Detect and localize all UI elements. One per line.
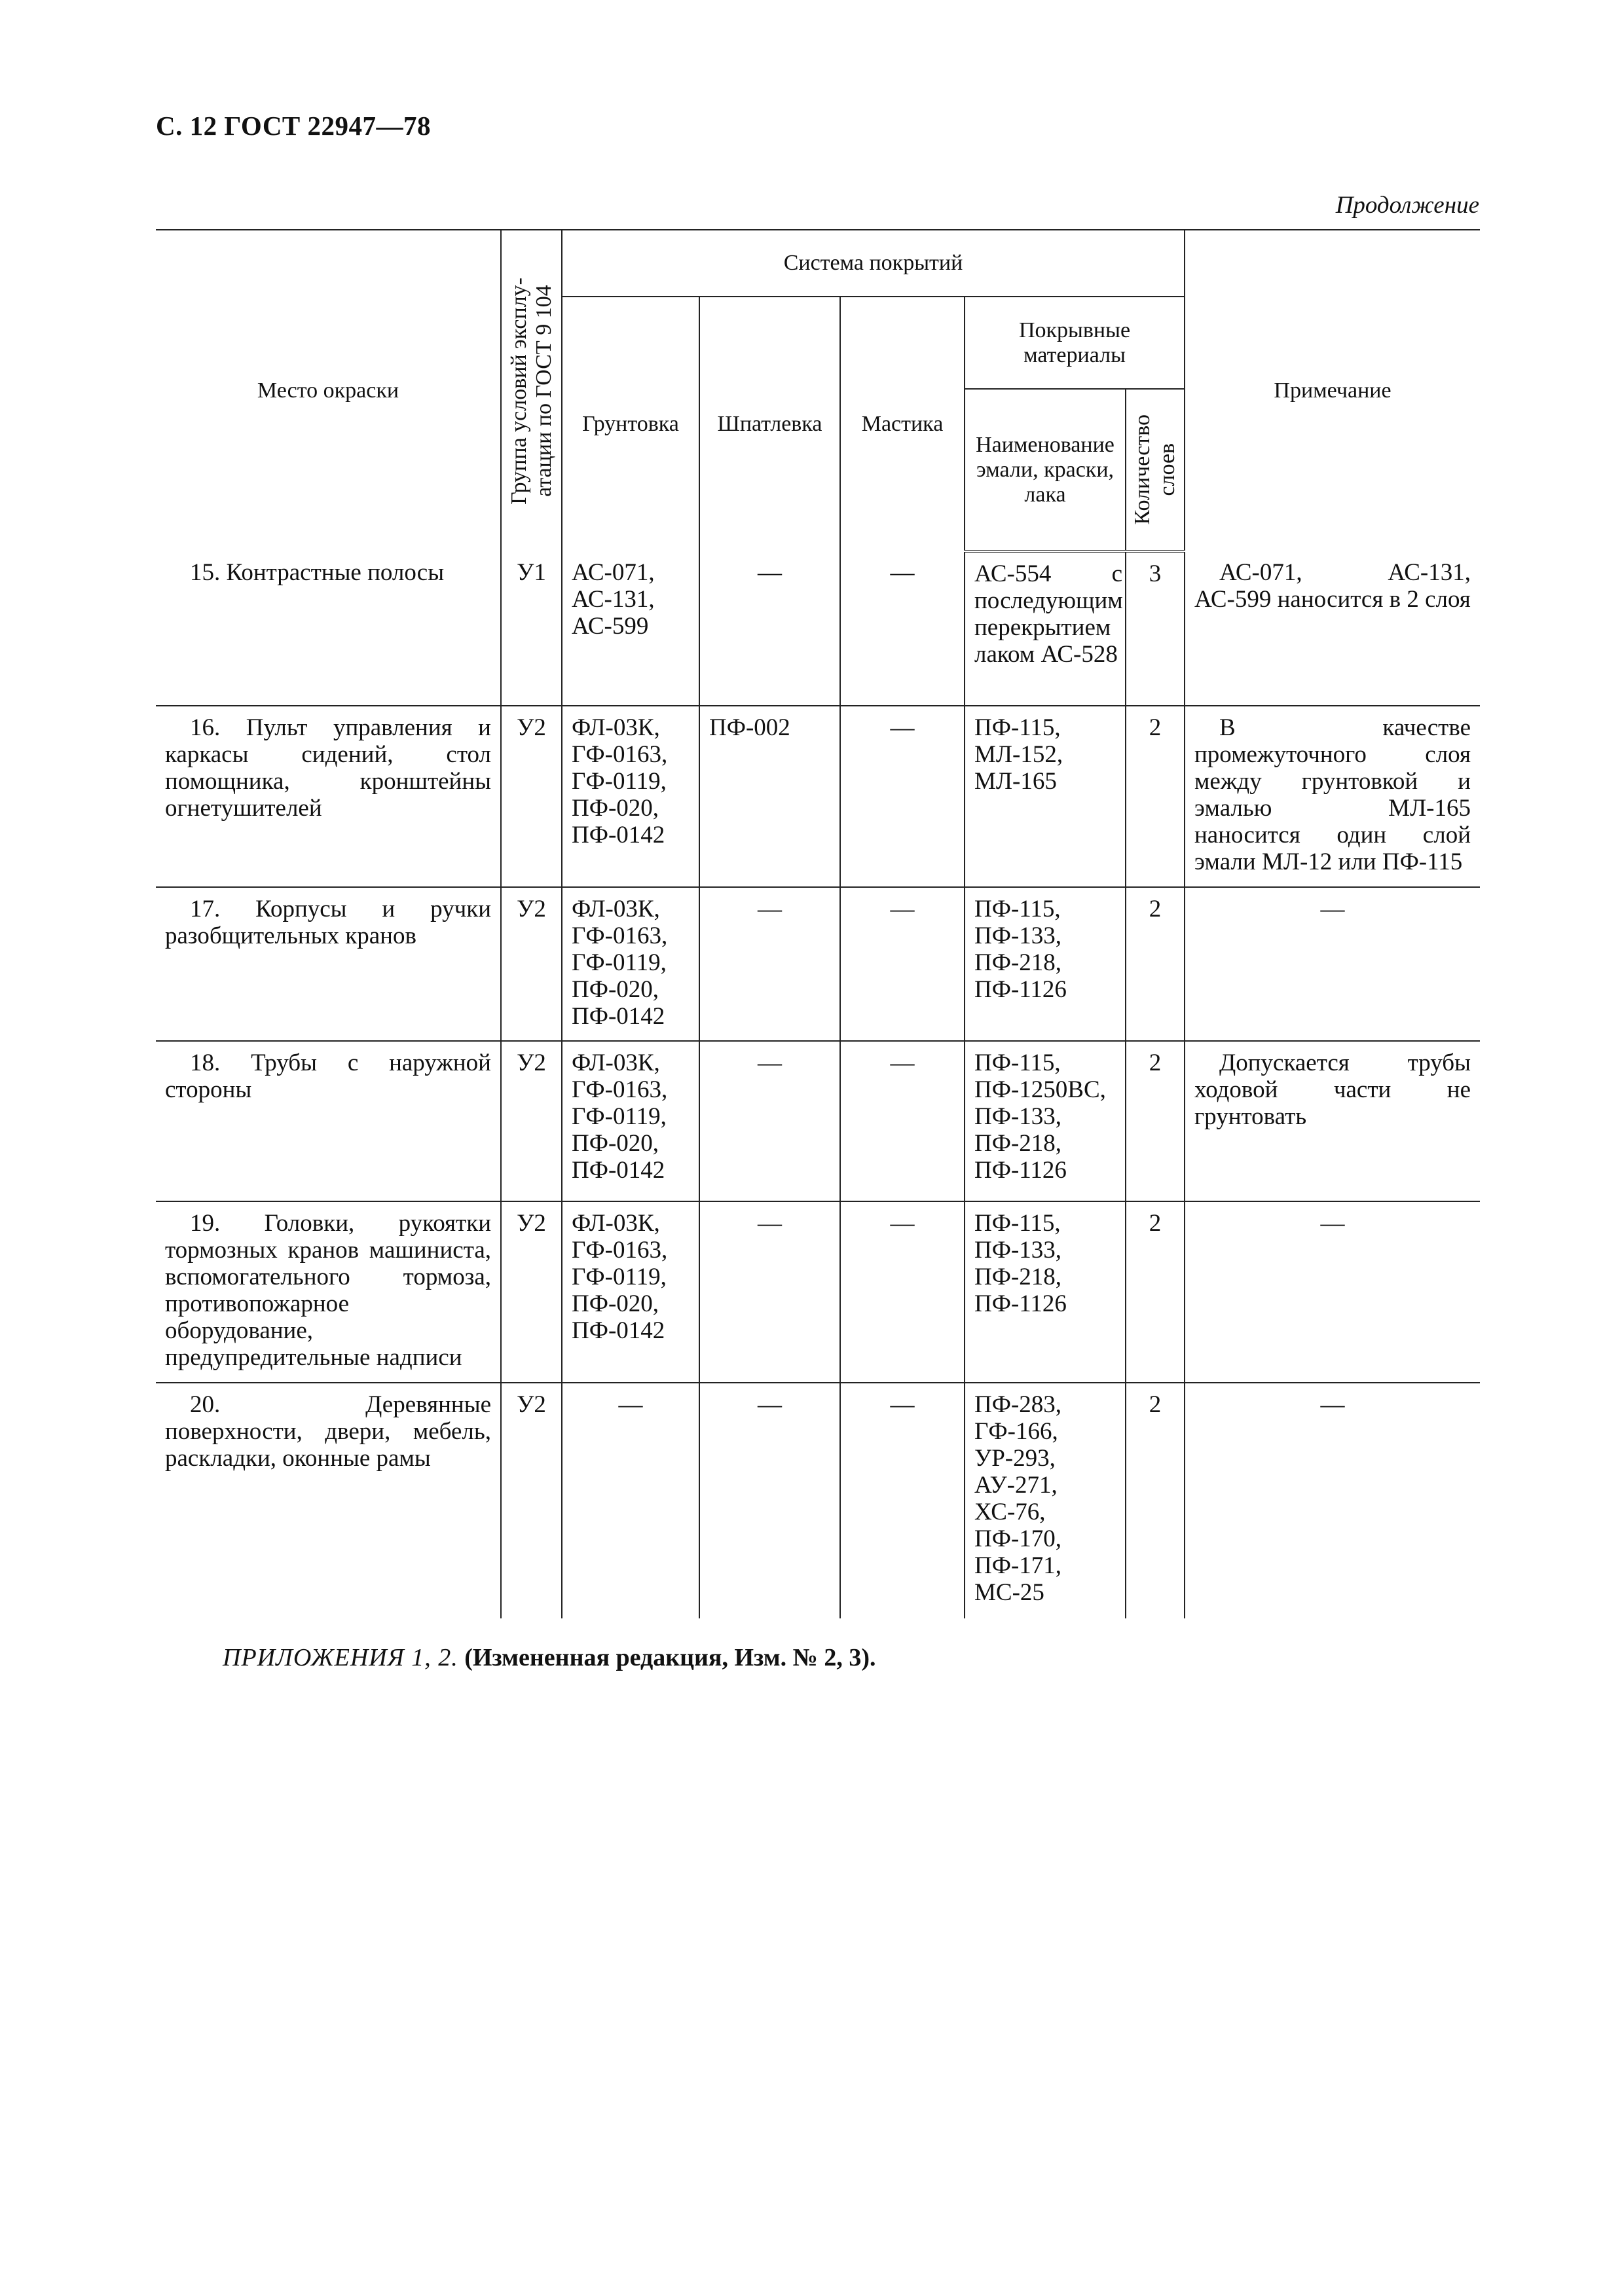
table-row bbox=[156, 706, 1480, 887]
col-header-cover-materials: Покрывные материалы bbox=[965, 297, 1185, 389]
group-cell: У2 bbox=[501, 887, 562, 1041]
mastic-cell: — bbox=[840, 887, 965, 1041]
continuation-label: Продолжение bbox=[1335, 192, 1479, 219]
col-header-coating-system: Система покрытий bbox=[562, 230, 1185, 297]
col-header-mastic: Мастика bbox=[840, 297, 965, 551]
note-cell: В качестве промежуточного слоя между грунтовкой и эмалью МЛ-165 наносится один слой эмали МЛ-12 или ПФ-115 bbox=[1185, 706, 1480, 887]
layers-cell: 2 bbox=[1126, 1201, 1185, 1383]
appendix-revision-note bbox=[223, 1643, 876, 1672]
table-row bbox=[156, 1383, 1480, 1618]
appendices-label: ПРИЛОЖЕНИЯ 1, 2. bbox=[223, 1644, 458, 1671]
note-cell: Допускается трубы ходовой части не грунтовать bbox=[1185, 1041, 1480, 1201]
table-row bbox=[156, 887, 1480, 1041]
col-header-place: Место окраски bbox=[156, 230, 501, 551]
group-cell: У1 bbox=[501, 551, 562, 706]
revision-label: (Измененная редакция, Изм. № 2, 3). bbox=[458, 1644, 876, 1671]
place-cell: 20. Деревянные поверхности, двери, мебель, раскладки, оконные рамы bbox=[165, 1391, 491, 1472]
note-cell: АС-071, АС-131, АС-599 наносится в 2 слоя bbox=[1185, 551, 1480, 706]
putty-cell: — bbox=[699, 1383, 840, 1618]
putty-cell: ПФ-002 bbox=[699, 706, 840, 887]
material-cell: ПФ-115, ПФ-133, ПФ-218, ПФ-1126 bbox=[965, 887, 1126, 1041]
mastic-cell: — bbox=[840, 706, 965, 887]
primer-cell: ФЛ-03К, ГФ-0163, ГФ-0119, ПФ-020, ПФ-0142 bbox=[562, 887, 699, 1041]
group-cell: У2 bbox=[501, 706, 562, 887]
note-cell: — bbox=[1185, 887, 1480, 1041]
putty-cell: — bbox=[699, 1041, 840, 1201]
col-header-material-name: Наименование эмали, краски, лака bbox=[965, 389, 1126, 551]
col-header-putty: Шпатлевка bbox=[699, 297, 840, 551]
mastic-cell: — bbox=[840, 1201, 965, 1383]
primer-cell: — bbox=[562, 1383, 699, 1618]
place-cell: 19. Головки, рукоятки тормозных кранов машиниста, вспомогательного тормоза, противопожарное оборудование, предупредительные надписи bbox=[156, 1201, 501, 1383]
material-cell: ПФ-115, ПФ-133, ПФ-218, ПФ-1126 bbox=[965, 1201, 1126, 1383]
place-cell: 18. Трубы с наружной стороны bbox=[156, 1041, 501, 1201]
primer-cell: ФЛ-03К, ГФ-0163, ГФ-0119, ПФ-020, ПФ-0142 bbox=[562, 706, 699, 887]
primer-cell: ФЛ-03К, ГФ-0163, ГФ-0119, ПФ-020, ПФ-0142 bbox=[562, 1041, 699, 1201]
putty-cell: — bbox=[699, 1201, 840, 1383]
group-cell: У2 bbox=[501, 1041, 562, 1201]
coating-table bbox=[156, 229, 1480, 1618]
table-row bbox=[156, 1041, 1480, 1201]
note-cell: — bbox=[1185, 1201, 1480, 1383]
material-cell: АС-554 с последующим перекрытием лаком АС-528 bbox=[965, 551, 1126, 706]
table-row bbox=[156, 551, 1480, 706]
material-cell: ПФ-115, МЛ-152, МЛ-165 bbox=[965, 706, 1126, 887]
col-header-layers: Количество слоев bbox=[1126, 389, 1185, 551]
mastic-cell: — bbox=[840, 1041, 965, 1201]
place-cell: 16. Пульт управления и каркасы сидений, стол помощника, кронштейны огнетушителей bbox=[156, 706, 501, 887]
col-header-group: Группа условий эксплу- атации по ГОСТ 9 104 bbox=[501, 230, 562, 551]
place-cell: 17. Корпусы и ручки разобщительных кранов bbox=[156, 887, 501, 1041]
table-row bbox=[156, 1201, 1480, 1383]
layers-cell: 2 bbox=[1126, 706, 1185, 887]
putty-cell: — bbox=[699, 551, 840, 706]
group-cell: У2 bbox=[501, 1383, 562, 1618]
material-cell: ПФ-283, ГФ-166, УР-293, АУ-271, ХС-76, ПФ-170, ПФ-171, МС-25 bbox=[965, 1383, 1126, 1618]
primer-cell: АС-071, АС-131, АС-599 bbox=[562, 551, 699, 706]
page-title: С. 12 ГОСТ 22947—78 bbox=[156, 111, 432, 141]
putty-cell: — bbox=[699, 887, 840, 1041]
material-cell: ПФ-115, ПФ-1250ВС, ПФ-133, ПФ-218, ПФ-1126 bbox=[965, 1041, 1126, 1201]
col-header-note: Примечание bbox=[1185, 230, 1480, 551]
note-cell: — bbox=[1185, 1383, 1480, 1618]
layers-cell: 2 bbox=[1126, 887, 1185, 1041]
place-cell: 15. Контрастные полосы bbox=[156, 551, 501, 706]
group-cell: У2 bbox=[501, 1201, 562, 1383]
layers-cell: 3 bbox=[1126, 551, 1185, 706]
col-header-primer: Грунтовка bbox=[562, 297, 699, 551]
layers-cell: 2 bbox=[1126, 1041, 1185, 1201]
layers-cell: 2 bbox=[1126, 1383, 1185, 1618]
mastic-cell: — bbox=[840, 1383, 965, 1618]
primer-cell: ФЛ-03К, ГФ-0163, ГФ-0119, ПФ-020, ПФ-0142 bbox=[562, 1201, 699, 1383]
mastic-cell: — bbox=[840, 551, 965, 706]
